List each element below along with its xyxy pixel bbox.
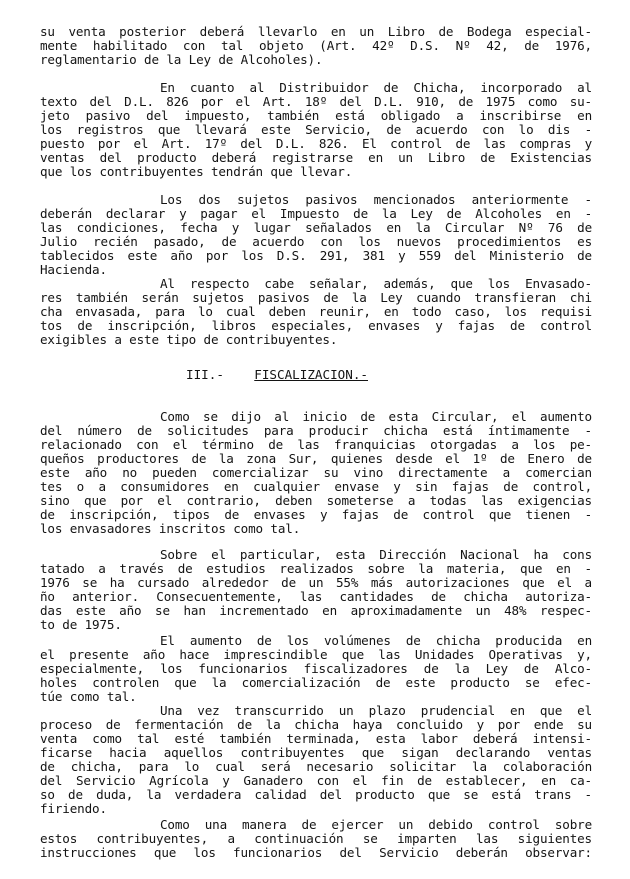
text-line: mente habilitado con tal objeto (Art. 42º D.S. Nº 42, de 1976, bbox=[40, 39, 592, 53]
text-line: holes controlen que la comercialización de este producto se efec- bbox=[40, 676, 592, 690]
text-line: Como una manera de ejercer un debido control sobre bbox=[160, 818, 592, 832]
text-line: so de duda, la verdadera calidad del producto que se está trans - bbox=[40, 788, 592, 802]
section-number: III.- bbox=[186, 367, 224, 382]
text-line: queños productores de la zona Sur, quienes desde el 1º de Enero de bbox=[40, 452, 592, 466]
text-line: tablecidos este año por los D.S. 291, 381 y 559 del Ministerio de bbox=[40, 249, 592, 263]
text-line: 1976 se ha cursado alrededor de un 55% más autorizaciones que el a bbox=[40, 576, 592, 590]
text-line: cha envasada, para lo cual deben reunir, en todo caso, los requisi bbox=[40, 305, 592, 319]
text-line: Como se dijo al inicio de esta Circular, el aumento bbox=[160, 410, 592, 424]
text-line: tatado a través de estudios realizados sobre la materia, que en - bbox=[40, 562, 592, 576]
text-line: ventas del producto deberá registrarse en un Libro de Existencias bbox=[40, 151, 592, 165]
text-line: el presente año hace imprescindible que las Unidades Operativas y, bbox=[40, 648, 592, 662]
text-line: Al respecto cabe señalar, además, que los Envasado- bbox=[160, 277, 592, 291]
text-line: Sobre el particular, esta Dirección Nacional ha cons bbox=[160, 548, 592, 562]
text-line: relacionado con el término de las franquicias otorgadas a los pe- bbox=[40, 438, 592, 452]
text-line: venta como tal esté también terminada, esta labor deberá intensi- bbox=[40, 732, 592, 746]
text-line: exigibles a este tipo de contribuyentes. bbox=[40, 333, 338, 347]
text-line: especialmente, los funcionarios fiscalizadores de la Ley de Alco- bbox=[40, 662, 592, 676]
text-line: instrucciones que los funcionarios del Servicio deberán observar: bbox=[40, 846, 592, 860]
text-line: ño anterior. Consecuentemente, las cantidades de chicha autoriza- bbox=[40, 590, 592, 604]
section-heading bbox=[186, 368, 368, 382]
text-line: En cuanto al Distribuidor de Chicha, incorporado al bbox=[160, 81, 592, 95]
text-line: reglamentario de la Ley de Alcoholes). bbox=[40, 53, 323, 67]
text-line: texto del D.L. 826 por el Art. 18º del D.L. 910, de 1975 como su- bbox=[40, 95, 592, 109]
text-line: su venta posterior deberá llevarlo en un Libro de Bodega especial- bbox=[40, 25, 592, 39]
text-line: túe como tal. bbox=[40, 690, 137, 704]
text-line: tos de inscripción, libros especiales, envases y fajas de control bbox=[40, 319, 592, 333]
text-line: deberán declarar y pagar el Impuesto de la Ley de Alcoholes en - bbox=[40, 207, 592, 221]
text-line: del número de solicitudes para producir chicha está íntimamente - bbox=[40, 424, 592, 438]
text-line: El aumento de los volúmenes de chicha producida en bbox=[160, 634, 592, 648]
text-line: de inscripción, tipos de envases y fajas de control que tienen - bbox=[40, 508, 592, 522]
text-line: das este año se han incrementado en aproximadamente un 48% respec- bbox=[40, 604, 592, 618]
section-title: FISCALIZACION.- bbox=[254, 367, 368, 382]
text-line: estos contribuyentes, a continuación se imparten las siguientes bbox=[40, 832, 592, 846]
text-line: Hacienda. bbox=[40, 263, 107, 277]
text-line: res también serán sujetos pasivos de la Ley cuando transfieran chi bbox=[40, 291, 592, 305]
text-line: puesto por el Art. 17º del D.L. 826. El control de las compras y bbox=[40, 137, 592, 151]
text-line: tes o a consumidores en cualquier envase y sin fajas de control, bbox=[40, 480, 592, 494]
text-line: del Servicio Agrícola y Ganadero con el fin de establecer, en ca- bbox=[40, 774, 592, 788]
text-line: to de 1975. bbox=[40, 618, 122, 632]
text-line: que los contribuyentes tendrán que llevar. bbox=[40, 165, 353, 179]
text-line: jeto pasivo del impuesto, también está obligado a inscribirse en bbox=[40, 109, 592, 123]
text-line: ficarse hacia aquellos contribuyentes que sigan declarando ventas bbox=[40, 746, 592, 760]
text-line: proceso de fermentación de la chicha haya concluido y por ende su bbox=[40, 718, 592, 732]
text-line: de chicha, para lo cual será necesario solicitar la colaboración bbox=[40, 760, 592, 774]
text-line: sino que por el contrario, deben someterse a todas las exigencias bbox=[40, 494, 592, 508]
text-line: Los dos sujetos pasivos mencionados anteriormente - bbox=[160, 193, 592, 207]
text-line: los envasadores inscritos como tal. bbox=[40, 522, 301, 536]
text-line: los registros que llevará este Servicio, de acuerdo con lo dis - bbox=[40, 123, 592, 137]
text-line: este año no pueden comercializar su vino directamente a comercian bbox=[40, 466, 592, 480]
text-line: Una vez transcurrido un plazo prudencial en que el bbox=[160, 704, 592, 718]
text-line: las condiciones, fecha y lugar señalados en la Circular Nº 76 de bbox=[40, 221, 592, 235]
text-line: firiendo. bbox=[40, 802, 107, 816]
text-line: Julio recién pasado, de acuerdo con los nuevos procedimientos es bbox=[40, 235, 592, 249]
